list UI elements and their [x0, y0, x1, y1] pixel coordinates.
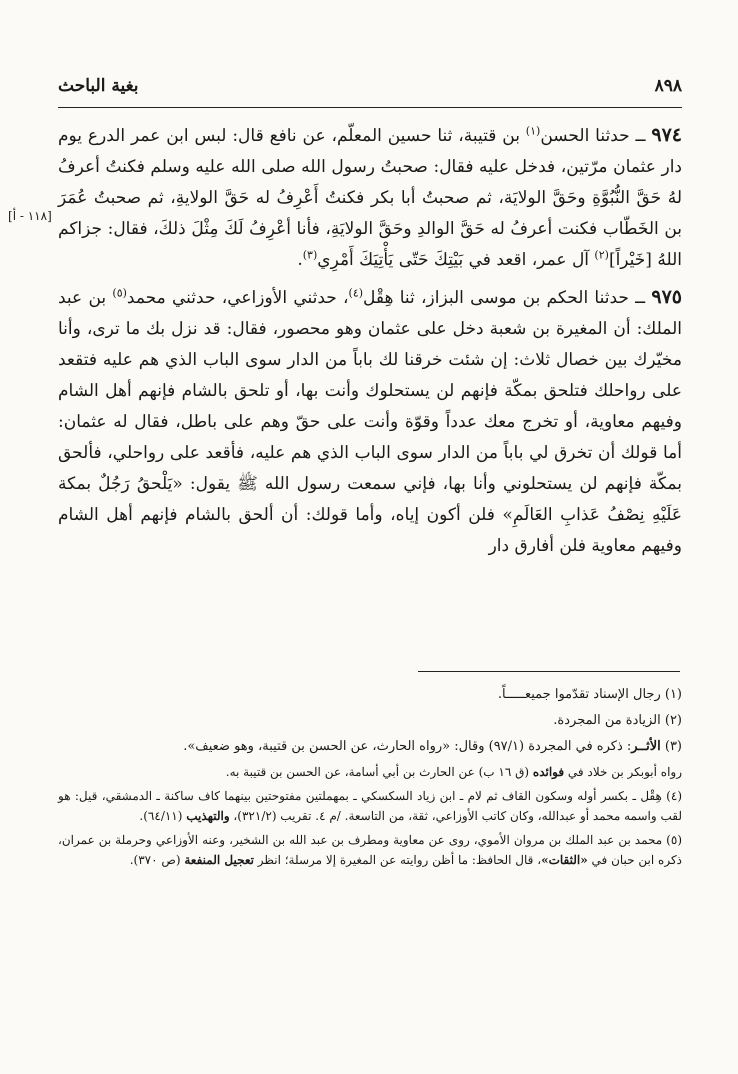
footnote-bold: الأثــر [631, 739, 661, 754]
footnote-bold: «الثقات» [541, 853, 588, 867]
footnote-label: (٣) [660, 739, 682, 754]
footnote-text: (٤) هِقْل ـ بكسر أوله وسكون القاف ثم لام ـ ابن زياد السكسكي ـ بمهملتين مفتوحتين بينهما كاف ساكنة ـ الدمشقي، قيل: هو لقب واسمه محمد أو عبدالله، وكان كاتب الأوزاعي، ثقة، من التاسعة. /م ٤. تقريب (٣٢١/٢)، [58, 789, 682, 823]
header-rule [58, 107, 682, 108]
running-title: بغية الباحث [58, 76, 139, 96]
hadith-text: . [297, 250, 303, 270]
hadith-974 [58, 120, 682, 276]
main-text [58, 120, 682, 562]
hadith-text: بن قتيبة، ثنا حسين المعلّم، عن نافع قال: لبس ابن عمر الدرع يوم دار عثمان مرّتين، فدخل عليه فقال: صحبتُ رسول الله صلى الله عليه وسلم فكنتُ أعرفُ لهُ حَقَّ النُّبُوَّةِ وحَقَّ الولايَة، ثم صحبتُ أبا بكر فكنتُ أَعْرِفُ له حَقَّ الولايةِ، ثم صحبتُ عُمَرَ بن الخَطّاب فكنت أعرفُ له حَقَّ الوالدِ وحَقَّ الولايَةِ، فأنا أعْرِفُ لَكَ مِثْلَ ذلكَ، فقال: جزاكم اللهُ [خَيْراً] [58, 126, 682, 270]
hadith-975 [58, 282, 682, 562]
footnotes [58, 684, 682, 874]
footnote-ref: (٤) [348, 286, 364, 300]
page-header [58, 76, 682, 106]
hadith-number: ٩٧٥ [651, 286, 682, 308]
footnote-3-extra [58, 762, 682, 782]
footnote-text: (ق ١٦ ب) عن الحارث بن أبي أسامة، عن الحسن بن قتيبة به. [225, 765, 533, 779]
footnote-5 [58, 830, 682, 870]
footnote-2: (٢) الزيادة من المجردة. [553, 713, 682, 728]
manuscript-folio-note: [١١٨ - أ] [8, 209, 52, 223]
footnote-ref: (٥) [112, 286, 127, 300]
footnote-4 [58, 786, 682, 826]
footnote-ref: (٢) [594, 248, 609, 262]
footnote-ref: (٣) [302, 248, 318, 262]
footnote-3 [58, 736, 682, 758]
footnote-text: رواه أبوبكر بن خلاد في [564, 765, 682, 779]
footnote-text: (٦٤/١١). [139, 809, 187, 823]
footnote-text: : ذكره في المجردة (٩٧/١) وقال: «رواه الحارث، عن الحسن بن قتيبة، وهو ضعيف». [183, 739, 632, 754]
hadith-number: ٩٧٤ [651, 124, 682, 146]
hadith-text: ، حدثني الأوزاعي، حدثني محمد [126, 288, 349, 308]
footnote-1: (١) رجال الإسناد تقدّموا جميعـــــاً. [497, 687, 682, 702]
footnote-text: (ص ٣٧٠). [129, 853, 185, 867]
footnote-text: (٥) محمد بن عبد الملك بن مروان الأموي، روى عن معاوية ومطرف بن عبد الله بن الشخير، وعنه الأوزاعي وحرملة بن عمران، ذكره ابن حبان في [58, 833, 683, 867]
footnote-bold: تعجيل المنفعة [184, 853, 254, 867]
footnote-bold: فوائده [532, 765, 565, 779]
hadith-text: ــ حدثنا الحسن [540, 126, 652, 146]
footnote-ref: (١) [525, 124, 541, 138]
footnote-text: ، قال الحافظ: ما أظن روايته عن المغيرة إلا مرسلة؛ انظر [253, 853, 542, 867]
hadith-text: بن عبد الملك: أن المغيرة بن شعبة دخل على عثمان وهو محصور، فقال: قد نزل بك ما ترى، وأنا مخيّرك بين خصال ثلاث: إن شئت خرقنا لك باباً من الدار سوى الباب الذي هم عليه فتقعد على رواحلك فتلحق بمكّة فإنهم لن يستحلوك وأنت بها، أو تلحق بالشام فإنهم أهل الشام وفيهم معاوية، أو تخرج معك عدداً وقوّة وأنت على حقّ وهم على باطل، فقال له عثمان: أما قولك أن تخرق لي باباً من الدار سوى الباب الذي هم عليه، فأقعد على رواحلي، فألحق بمكّة فإنهم لن يستحلوني وأنا بها، فإني سمعت رسول الله ﷺ يقول: «يَلْحقُ رَجُلٌ بمكة عَلَيْهِ نِصْفُ عَذابِ العَالَمِ» فلن أكون إياه، وأما قولك: أن ألحق بالشام فإنهم أهل الشام وفيهم معاوية فلن أفارق دار [58, 288, 682, 556]
hadith-text: آل عمر، اقعد في بَيْتِكَ حَتّى يَأْتِيَكَ أَمْرِي [317, 250, 595, 270]
footnote-bold: والتهذيب [186, 809, 230, 823]
hadith-text: ــ حدثنا الحكم بن موسى البزاز، ثنا هِقْل [363, 288, 652, 308]
footnote-rule [418, 671, 680, 672]
page-number: ٨٩٨ [654, 76, 682, 96]
